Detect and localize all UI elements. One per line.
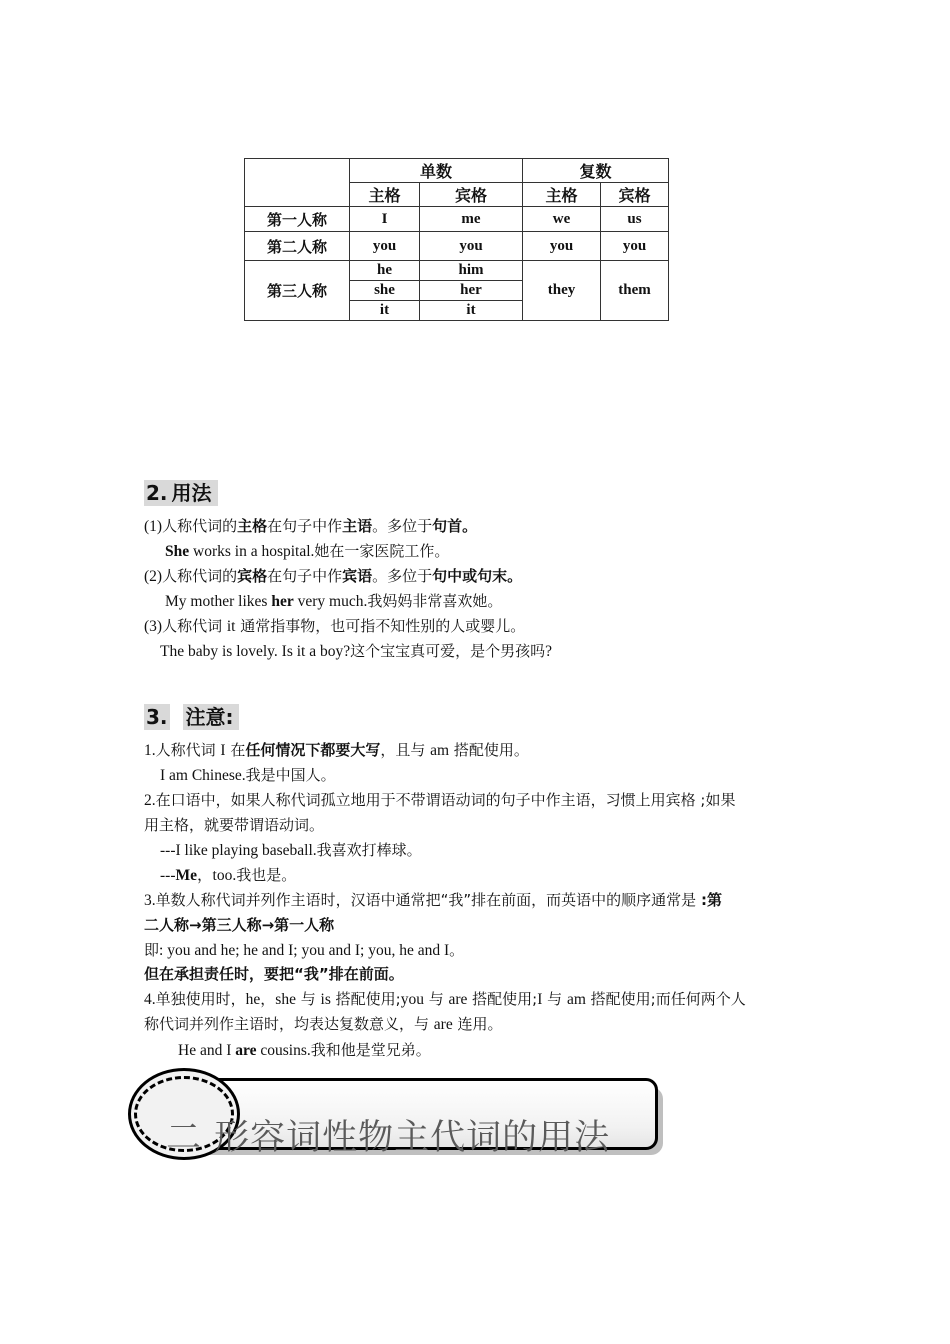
sub-plural-objective: 宾格: [601, 183, 669, 207]
cell: me: [420, 207, 523, 232]
sub-plural-nominative: 主格: [523, 183, 601, 207]
note-line-3-exception: 但在承担责任时，要把“我”排在前面。: [144, 965, 404, 983]
row-label-second: 第二人称: [245, 232, 350, 261]
cell: they: [523, 261, 601, 321]
note-line-3-cont: 二人称→第三人称→第一人称: [144, 916, 335, 934]
cell: you: [350, 232, 420, 261]
table-row: [245, 261, 669, 281]
note-line-2-cont: 用主格，就要带谓语动词。: [144, 816, 325, 834]
row-label-third: 第三人称: [245, 261, 350, 321]
cell: us: [601, 207, 669, 232]
section-number: 3.: [146, 705, 168, 729]
cell: we: [523, 207, 601, 232]
section-number: 2.: [146, 481, 168, 505]
note-line-4-cont: 称代词并列作主语时，均表达复数意义，与 are 连用。: [144, 1015, 503, 1033]
note-line-3-example: 即: you and he; he and I; you and I; you, he and I。: [144, 941, 465, 959]
sub-singular-nominative: 主格: [350, 183, 420, 207]
note-line-4: 4.单独使用时，he，she 与 is 搭配使用;you 与 are 搭配使用;I 与 am 搭配使用;而任何两个人: [144, 990, 746, 1008]
sub-singular-objective: 宾格: [420, 183, 523, 207]
note-example-2b: ---Me，too.我也是。: [160, 866, 297, 884]
cell: you: [601, 232, 669, 261]
note-line-2: 2.在口语中，如果人称代词孤立地用于不带谓语动词的句子中作主语，习惯上用宾格 ;如果: [144, 791, 736, 809]
section-title: 用法: [170, 480, 218, 506]
cell: I: [350, 207, 420, 232]
cell: him: [420, 261, 523, 281]
cell: her: [420, 281, 523, 301]
note-example-1: I am Chinese.我是中国人。: [160, 766, 336, 784]
personal-pronoun-table: [244, 158, 669, 321]
table-row: [245, 207, 669, 232]
usage-line-3: (3)人称代词 it 通常指事物，也可指不知性别的人或婴儿。: [144, 617, 526, 635]
header-singular: 单数: [350, 159, 523, 183]
header-plural: 复数: [523, 159, 669, 183]
note-line-1: 1.人称代词 I 在任何情况下都要大写，且与 am 搭配使用。: [144, 741, 529, 759]
row-label-first: 第一人称: [245, 207, 350, 232]
usage-example-2: My mother likes her very much.我妈妈非常喜欢她。: [165, 592, 503, 610]
cell: you: [523, 232, 601, 261]
cell: it: [350, 301, 420, 321]
usage-example-1: She works in a hospital.她在一家医院工作。: [165, 542, 450, 560]
banner-title: 二 形容词性物主代词的用法: [166, 1118, 611, 1158]
cell: he: [350, 261, 420, 281]
usage-line-1: (1)人称代词的主格在句子中作主语。多位于句首。: [144, 517, 478, 535]
cell: them: [601, 261, 669, 321]
table-corner: [245, 159, 350, 207]
note-example-2a: ---I like playing baseball.我喜欢打棒球。: [160, 841, 422, 859]
cell: it: [420, 301, 523, 321]
cell: you: [420, 232, 523, 261]
usage-line-2: (2)人称代词的宾格在句子中作宾语。多位于句中或句末。: [144, 567, 523, 585]
note-line-3: 3.单数人称代词并列作主语时，汉语中通常把“我”排在前面，而英语中的顺序通常是 :第: [144, 891, 722, 909]
section-3-heading: [144, 701, 239, 730]
table-row: [245, 232, 669, 261]
usage-example-3: The baby is lovely. Is it a boy?这个宝宝真可爱，是个男孩吗?: [160, 642, 553, 660]
section-2-heading: [144, 477, 218, 506]
section-title: 注意:: [183, 704, 239, 730]
cell: she: [350, 281, 420, 301]
note-example-4: He and I are cousins.我和他是堂兄弟。: [178, 1041, 431, 1059]
